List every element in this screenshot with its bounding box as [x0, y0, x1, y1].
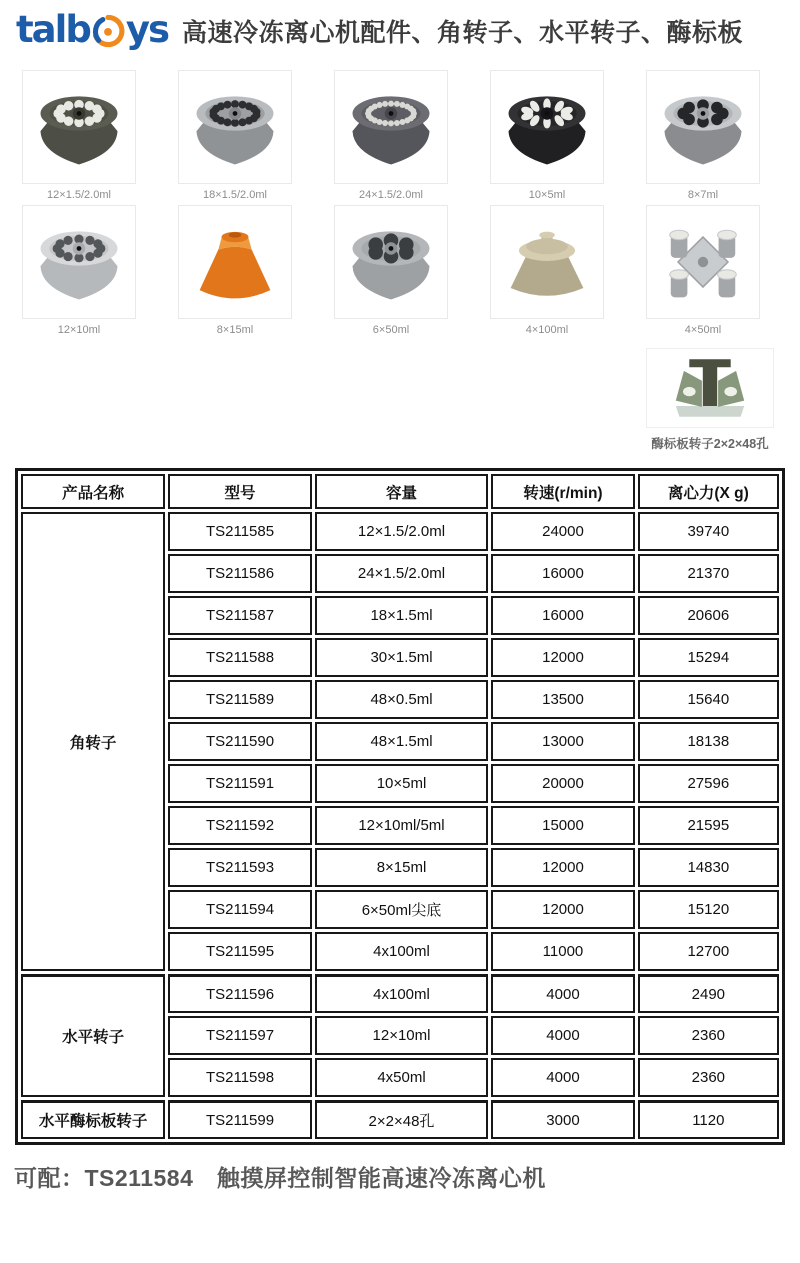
product-image [646, 70, 760, 184]
model-cell: TS211585 [168, 512, 311, 551]
talboys-logo [16, 7, 168, 51]
gallery-item [334, 205, 448, 336]
spec-header-row [21, 474, 779, 509]
page-title: 高速冷冻离心机配件、角转子、水平转子、酶标板 [181, 19, 743, 47]
capacity-cell: 48×0.5ml [315, 680, 489, 719]
model-cell: TS211599 [168, 1100, 311, 1139]
capacity-cell: 6×50ml尖底 [315, 890, 489, 929]
page-header [0, 0, 800, 62]
column-header-product-name: 产品名称 [21, 474, 165, 509]
product-image [646, 205, 760, 319]
capacity-cell: 12×10ml/5ml [315, 806, 489, 845]
model-cell: TS211590 [168, 722, 311, 761]
force-cell: 15294 [638, 638, 779, 677]
model-cell: TS211596 [168, 974, 311, 1013]
capacity-cell: 24×1.5/2.0ml [315, 554, 489, 593]
capacity-cell: 30×1.5ml [315, 638, 489, 677]
compatibility-note: 可配：TS211584 触摸屏控制智能高速冷冻离心机 [14, 1165, 546, 1191]
logo-text-before: talb [16, 7, 90, 51]
spec-row [21, 974, 779, 1013]
rotor-illustration [651, 352, 769, 424]
model-cell: TS211587 [168, 596, 311, 635]
speed-cell: 3000 [491, 1100, 634, 1139]
force-cell: 1120 [638, 1100, 779, 1139]
product-caption: 6×50ml [372, 324, 410, 336]
force-cell: 2490 [638, 974, 779, 1013]
gallery-item [646, 70, 760, 201]
rotor-illustration [27, 210, 131, 314]
column-header-speed: 转速(r/min) [491, 474, 634, 509]
force-cell: 12700 [638, 932, 779, 971]
product-caption: 4×100ml [525, 324, 569, 336]
category-cell: 水平酶标板转子 [21, 1100, 165, 1139]
product-caption: 12×10ml [57, 324, 101, 336]
capacity-cell: 4x50ml [315, 1058, 489, 1097]
model-cell: TS211589 [168, 680, 311, 719]
speed-cell: 16000 [491, 596, 634, 635]
product-caption: 8×15ml [216, 324, 254, 336]
gallery-row-2 [0, 205, 800, 336]
speed-cell: 4000 [491, 1016, 634, 1055]
speed-cell: 15000 [491, 806, 634, 845]
model-cell: TS211594 [168, 890, 311, 929]
model-cell: TS211586 [168, 554, 311, 593]
model-cell: TS211595 [168, 932, 311, 971]
product-image [334, 205, 448, 319]
rotor-illustration [495, 75, 599, 179]
spec-row [21, 512, 779, 551]
gallery-item [646, 205, 760, 336]
capacity-cell: 12×10ml [315, 1016, 489, 1055]
rotor-illustration [183, 75, 287, 179]
gallery-item [334, 70, 448, 201]
product-caption: 12×1.5/2.0ml [47, 189, 111, 201]
gallery-item [178, 70, 292, 201]
column-header-capacity: 容量 [315, 474, 489, 509]
capacity-cell: 4x100ml [315, 974, 489, 1013]
force-cell: 15640 [638, 680, 779, 719]
speed-cell: 4000 [491, 974, 634, 1013]
gallery-item [646, 348, 774, 452]
speed-cell: 24000 [491, 512, 634, 551]
gallery-item [490, 70, 604, 201]
speed-cell: 20000 [491, 764, 634, 803]
rotor-illustration [651, 210, 755, 314]
force-cell: 18138 [638, 722, 779, 761]
category-cell: 角转子 [21, 512, 165, 971]
speed-cell: 16000 [491, 554, 634, 593]
speed-cell: 4000 [491, 1058, 634, 1097]
logo-swirl-icon [91, 14, 125, 48]
product-caption: 18×1.5/2.0ml [203, 189, 267, 201]
model-cell: TS211592 [168, 806, 311, 845]
gallery-row-1 [0, 70, 800, 201]
gallery-item [22, 205, 136, 336]
capacity-cell: 8×15ml [315, 848, 489, 887]
model-cell: TS211598 [168, 1058, 311, 1097]
speed-cell: 13000 [491, 722, 634, 761]
column-header-model: 型号 [168, 474, 311, 509]
product-image [178, 205, 292, 319]
speed-cell: 12000 [491, 890, 634, 929]
product-image [334, 70, 448, 184]
force-cell: 39740 [638, 512, 779, 551]
product-image [646, 348, 774, 428]
gallery-item [490, 205, 604, 336]
rotor-illustration [183, 210, 287, 314]
model-cell: TS211593 [168, 848, 311, 887]
gallery-item [22, 70, 136, 201]
product-caption: 24×1.5/2.0ml [359, 189, 423, 201]
force-cell: 2360 [638, 1058, 779, 1097]
capacity-cell: 12×1.5/2.0ml [315, 512, 489, 551]
category-cell: 水平转子 [21, 974, 165, 1097]
capacity-cell: 2×2×48孔 [315, 1100, 489, 1139]
force-cell: 21370 [638, 554, 779, 593]
speed-cell: 11000 [491, 932, 634, 971]
model-cell: TS211597 [168, 1016, 311, 1055]
rotor-illustration [495, 210, 599, 314]
force-cell: 2360 [638, 1016, 779, 1055]
speed-cell: 13500 [491, 680, 634, 719]
capacity-cell: 48×1.5ml [315, 722, 489, 761]
rotor-illustration [339, 75, 443, 179]
product-caption: 10×5ml [528, 189, 566, 201]
rotor-illustration [339, 210, 443, 314]
speed-cell: 12000 [491, 848, 634, 887]
product-caption: 酶标板转子2×2×48孔 [651, 437, 769, 451]
gallery-row-3 [0, 348, 800, 452]
capacity-cell: 10×5ml [315, 764, 489, 803]
model-cell: TS211588 [168, 638, 311, 677]
capacity-cell: 4x100ml [315, 932, 489, 971]
model-cell: TS211591 [168, 764, 311, 803]
product-image [490, 205, 604, 319]
product-image [22, 205, 136, 319]
product-image [178, 70, 292, 184]
rotor-illustration [27, 75, 131, 179]
logo-text-after: ys [125, 7, 168, 51]
force-cell: 20606 [638, 596, 779, 635]
force-cell: 14830 [638, 848, 779, 887]
product-image [490, 70, 604, 184]
product-image [22, 70, 136, 184]
gallery-item [178, 205, 292, 336]
capacity-cell: 18×1.5ml [315, 596, 489, 635]
speed-cell: 12000 [491, 638, 634, 677]
product-caption: 4×50ml [684, 324, 722, 336]
product-caption: 8×7ml [687, 189, 719, 201]
spec-row [21, 1100, 779, 1139]
column-header-force: 离心力(X g) [638, 474, 779, 509]
force-cell: 27596 [638, 764, 779, 803]
spec-table [15, 468, 785, 1145]
force-cell: 21595 [638, 806, 779, 845]
force-cell: 15120 [638, 890, 779, 929]
rotor-illustration [651, 75, 755, 179]
